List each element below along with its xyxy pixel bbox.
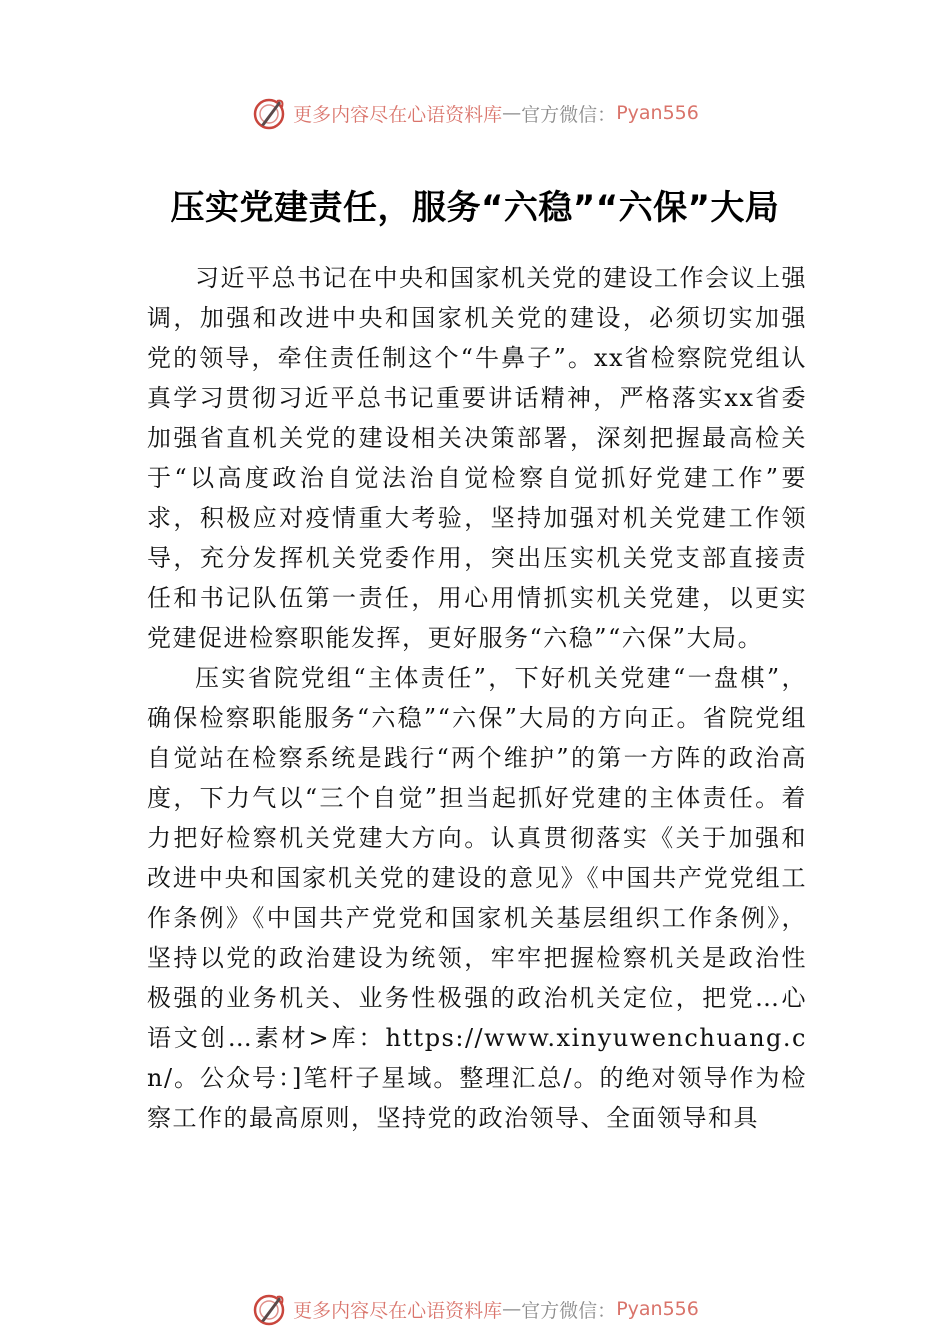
document-body xyxy=(147,258,807,1138)
document-title: 压实党建责任，服务“六稳”“六保”大局 xyxy=(170,188,780,228)
body-paragraph-1: 习近平总书记在中央和国家机关党的建设工作会议上强调，加强和改进中央和国家机关党的建设，必须切实加强党的领导，牵住责任制这个“牛鼻子”。xx省检察院党组认真学习贯彻习近平总书记重要讲话精神，严格落实xx省委加强省直机关党的建设相关决策部署，深刻把握最高检关于“以高度政治自觉法治自觉检察自觉抓好党建工作”要求，积极应对疫情重大考验，坚持加强对机关党建工作领导，充分发挥机关党委作用，突出压实机关党支部直接责任和书记队伍第一责任，用心用情抓实机关党建，以更实党建促进检察职能发挥，更好服务“六稳”“六保”大局。 xyxy=(147,264,807,652)
header-banner xyxy=(0,93,950,133)
body-paragraph-2: 压实省院党组“主体责任”，下好机关党建“一盘棋”，确保检察职能服务“六稳”“六保”大局的方向正。省院党组自觉站在检察系统是践行“两个维护”的第一方阵的政治高度，下力气以“三个自觉”担当起抓好党建的主体责任。着力把好检察机关党建大方向。认真贯彻落实《关于加强和改进中央和国家机关党的建设的意见》《中国共产党党组工作条例》《中国共产党党和国家机关基层组织工作条例》，坚持以党的政治建设为统领，牢牢把握检察机关是政治性极强的业务机关、业务性极强的政治机关定位，把党…心语文创…素材>库：https://www.xinyuwenchuang.cn/。公众号：]笔杆子星域。整理汇总/。的绝对领导作为检察工作的最高原则，坚持党的政治领导、全面领导和具 xyxy=(147,664,807,1132)
quill-logo-icon xyxy=(251,95,287,131)
header-wechat-label: 官方微信： xyxy=(521,103,617,126)
header-promo-text: 更多内容尽在心语资料库 xyxy=(293,103,503,126)
footer-promo-text: 更多内容尽在心语资料库 xyxy=(293,1299,503,1322)
footer-banner xyxy=(0,1289,950,1329)
footer-separator: — xyxy=(502,1298,522,1320)
header-separator: — xyxy=(502,102,522,124)
footer-wechat-account: Pyan556 xyxy=(616,1298,699,1320)
header-wechat-account: Pyan556 xyxy=(616,102,699,124)
quill-logo-icon xyxy=(251,1291,287,1327)
footer-wechat-label: 官方微信： xyxy=(521,1299,617,1322)
